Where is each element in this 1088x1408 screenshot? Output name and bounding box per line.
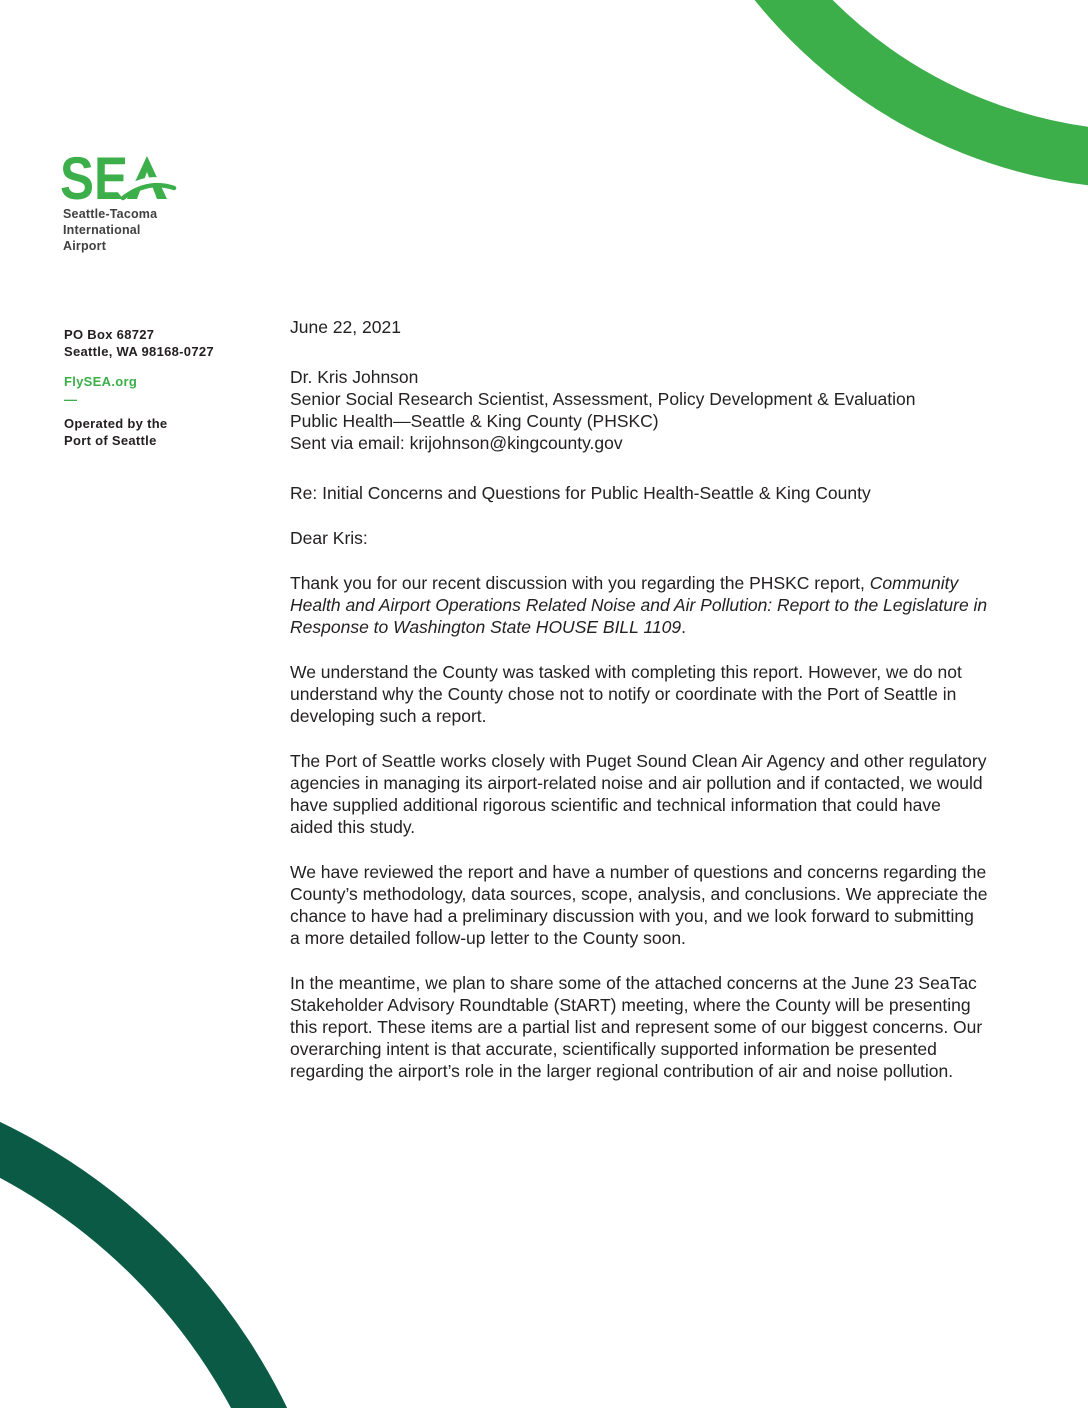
recipient-title: Senior Social Research Scientist, Assessment, Policy Development & Evaluation xyxy=(290,389,916,409)
sidebar-contact-block xyxy=(64,326,274,449)
mailing-address xyxy=(64,326,274,360)
address-city-zip: Seattle, WA 98168-0727 xyxy=(64,344,214,359)
paragraph-3: The Port of Seattle works closely with Puget Sound Clean Air Agency and other regulatory agencies in managing its airport-related noise and air pollution and if contacted, we would have supplied additional rigorous scientific and technical information that could have aided this study. xyxy=(290,751,987,837)
tagline-line-3: Airport xyxy=(63,239,107,253)
logo-tagline xyxy=(63,206,200,254)
paragraph-1-period: . xyxy=(681,617,686,637)
sidebar-divider-dash: — xyxy=(64,392,78,407)
paragraph-4: We have reviewed the report and have a number of questions and concerns regarding the County’s methodology, data sources, scope, analysis, and conclusions. We appreciate the chance to have had a preliminary discussion with you, and we look forward to submitting a more detailed follow-up letter to the County soon. xyxy=(290,862,988,948)
paragraph-5: In the meantime, we plan to share some of the attached concerns at the June 23 SeaTac Stakeholder Advisory Roundtable (StART) meeting, where the County will be presenting this report. These items are a partial list and represent some of our biggest concerns. Our overarching intent is that accurate, scientifically supported information be presented regarding the airport’s role in the larger regional contribution of air and noise pollution. xyxy=(290,973,983,1081)
bottom-left-dark-green-arc-decoration xyxy=(0,1061,349,1408)
operated-by-block xyxy=(64,415,274,449)
paragraph-1-lead: Thank you for our recent discussion with you regarding the PHSKC report, xyxy=(290,573,870,593)
tagline-line-2: International xyxy=(63,223,141,237)
website-url: FlySEA.org xyxy=(64,374,138,389)
report-title-italic: Community Health and Airport Operations Related Noise and Air Pollution: Report to the Legislature in Response to Washington State HOUSE BILL 1109 xyxy=(290,573,988,637)
recipient-block xyxy=(290,366,988,454)
tagline-line-1: Seattle-Tacoma xyxy=(63,207,158,221)
paragraph-1 xyxy=(290,572,988,638)
operated-by-line-2: Port of Seattle xyxy=(64,433,157,448)
address-po-box: PO Box 68727 xyxy=(64,327,155,342)
letter-body xyxy=(290,316,988,1105)
sea-airport-logo xyxy=(60,152,200,254)
top-right-green-arc-decoration xyxy=(642,0,1088,189)
svg-text:SE: SE xyxy=(60,152,128,204)
recipient-organization: Public Health—Seattle & King County (PHSKC) xyxy=(290,411,659,431)
sea-logo-mark-icon xyxy=(60,152,180,204)
letter-date: June 22, 2021 xyxy=(290,317,401,337)
recipient-email-line: Sent via email: krijohnson@kingcounty.gov xyxy=(290,433,623,453)
operated-by-line-1: Operated by the xyxy=(64,416,168,431)
recipient-name: Dr. Kris Johnson xyxy=(290,367,419,387)
subject-line: Re: Initial Concerns and Questions for Public Health-Seattle & King County xyxy=(290,483,871,503)
paragraph-2: We understand the County was tasked with completing this report. However, we do not understand why the County chose not to notify or coordinate with the Port of Seattle in developing such a report. xyxy=(290,662,962,726)
salutation: Dear Kris: xyxy=(290,528,368,548)
